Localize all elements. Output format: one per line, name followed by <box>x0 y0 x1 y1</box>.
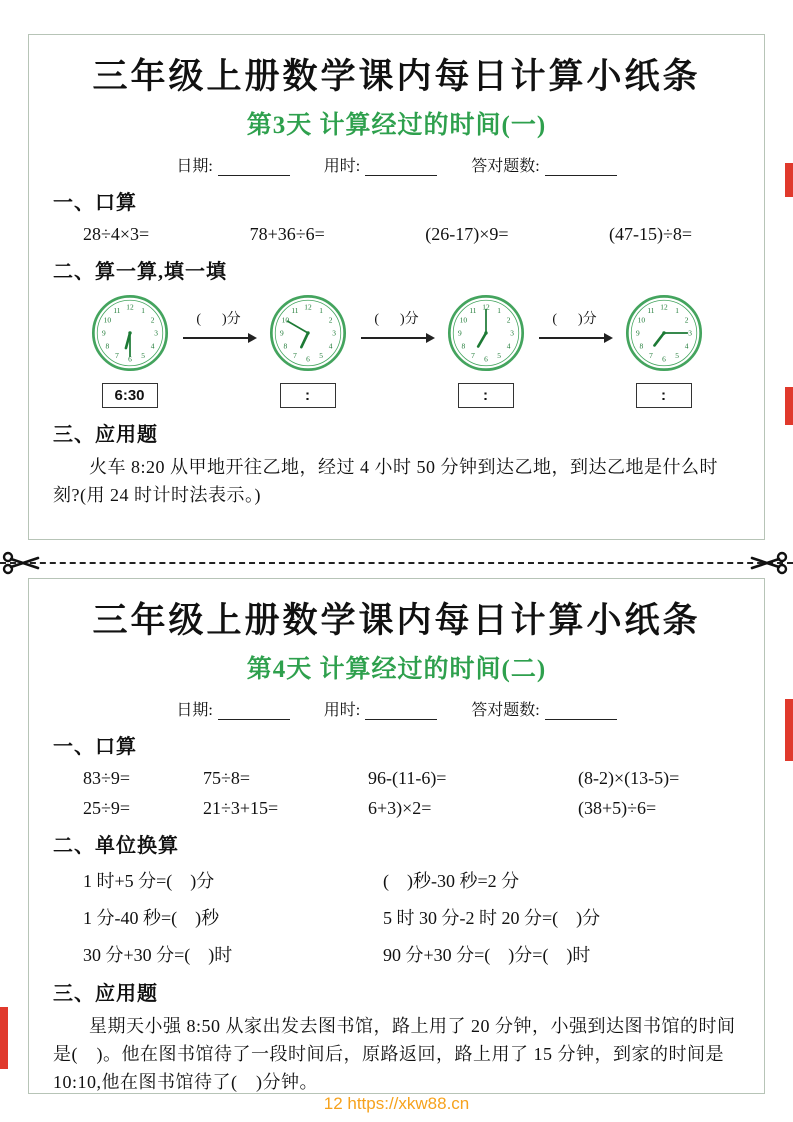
clock-face-icon <box>625 294 703 372</box>
score-label: 答对题数: <box>471 158 540 175</box>
score-blank <box>545 159 617 176</box>
clock-unit <box>618 294 710 408</box>
svg-text:10: 10 <box>103 315 111 325</box>
worksheet-title: 三年级上册数学课内每日计算小纸条 <box>92 601 701 640</box>
oral-problems-grid <box>83 768 720 819</box>
page-footer: 12 https://xkw88.cn <box>323 1094 470 1113</box>
word-problem: 星期天小强 8:50 从家出发去图书馆，路上用了 20 分钟，小强到达图书馆的时间是( )。他在图书馆待了一段时间后，原路返回，路上用了 15 分钟，到家的时间是 10:10,他在图书馆待了( )分钟。 <box>53 1016 736 1092</box>
conversion-problem: ( )秒-30 秒=2 分 <box>383 871 520 891</box>
clocks-row <box>53 294 740 408</box>
duration-blank <box>365 159 437 176</box>
duration-label: 用时: <box>323 702 361 719</box>
elapsed-minutes-label: ( )分 <box>374 312 419 327</box>
elapsed-minutes-label: ( )分 <box>552 312 597 327</box>
svg-text:9: 9 <box>279 328 284 338</box>
conversion-problem: 90 分+30 分=( )分=( )时 <box>383 945 591 965</box>
svg-text:4: 4 <box>684 341 688 351</box>
svg-text:11: 11 <box>112 305 120 315</box>
svg-text:6: 6 <box>127 354 132 364</box>
svg-text:2: 2 <box>684 315 688 325</box>
svg-text:4: 4 <box>150 341 154 351</box>
svg-text:8: 8 <box>639 341 643 351</box>
math-problem: 6+3)×2= <box>368 798 432 818</box>
svg-text:9: 9 <box>101 328 106 338</box>
elapsed-arrow <box>536 308 614 339</box>
svg-text:2: 2 <box>150 315 154 325</box>
part3-heading: 三、应用题 <box>53 983 158 1005</box>
elapsed-arrow <box>358 308 436 339</box>
svg-text:3: 3 <box>509 328 514 338</box>
svg-text:2: 2 <box>506 315 510 325</box>
svg-text:11: 11 <box>646 305 654 315</box>
edge-mark <box>785 699 793 761</box>
svg-text:5: 5 <box>674 351 679 361</box>
svg-text:6: 6 <box>305 354 310 364</box>
date-blank <box>218 703 290 720</box>
svg-text:6: 6 <box>661 354 666 364</box>
day-subtitle: 第4天 计算经过的时间(二) <box>246 656 547 683</box>
word-problem: 火车 8:20 从甲地开往乙地，经过 4 小时 50 分钟到达乙地，到达乙地是什么时 刻?(用 24 时计时法表示。) <box>53 457 718 505</box>
conversion-problem: 1 分-40 秒=( )秒 <box>83 908 220 928</box>
math-problem: 78+36÷6= <box>249 224 325 244</box>
svg-text:11: 11 <box>290 305 298 315</box>
svg-text:9: 9 <box>635 328 640 338</box>
svg-text:12: 12 <box>303 302 312 312</box>
conversion-problem: 1 时+5 分=( )分 <box>83 871 215 891</box>
score-blank <box>545 703 617 720</box>
svg-text:5: 5 <box>140 351 145 361</box>
svg-text:4: 4 <box>506 341 510 351</box>
date-blank <box>218 159 290 176</box>
part2-heading: 二、算一算,填一填 <box>53 261 227 283</box>
time-box: : <box>458 383 514 408</box>
date-label: 日期: <box>176 158 213 175</box>
svg-text:11: 11 <box>468 305 476 315</box>
time-box: 6:30 <box>102 383 158 408</box>
edge-mark <box>785 387 793 425</box>
math-problem: (47-15)÷8= <box>608 224 692 244</box>
part2-heading: 二、单位换算 <box>53 835 179 857</box>
svg-text:5: 5 <box>318 351 323 361</box>
arrow-icon <box>361 337 433 339</box>
svg-text:9: 9 <box>457 328 462 338</box>
duration-label: 用时: <box>323 158 361 175</box>
svg-text:1: 1 <box>140 305 145 315</box>
svg-text:4: 4 <box>328 341 332 351</box>
svg-text:7: 7 <box>648 351 653 361</box>
math-problem: 83÷9= <box>83 768 131 788</box>
cut-line <box>0 549 793 577</box>
svg-text:3: 3 <box>331 328 336 338</box>
duration-blank <box>365 703 437 720</box>
clock-face-icon <box>447 294 525 372</box>
svg-text:7: 7 <box>470 351 475 361</box>
svg-text:3: 3 <box>687 328 692 338</box>
part3-heading: 三、应用题 <box>53 424 158 446</box>
worksheet-title: 三年级上册数学课内每日计算小纸条 <box>92 57 701 96</box>
time-box: : <box>280 383 336 408</box>
svg-text:8: 8 <box>105 341 109 351</box>
part1-heading: 一、口算 <box>53 736 137 758</box>
svg-text:12: 12 <box>481 302 490 312</box>
unit-conversion-grid <box>83 867 730 967</box>
math-problem: 25÷9= <box>83 798 131 818</box>
svg-text:7: 7 <box>292 351 297 361</box>
arrow-icon <box>183 337 255 339</box>
svg-text:7: 7 <box>114 351 119 361</box>
svg-text:1: 1 <box>674 305 679 315</box>
conversion-problem: 5 时 30 分-2 时 20 分=( )分 <box>383 908 601 928</box>
clock-unit <box>262 294 354 408</box>
elapsed-minutes-label: ( )分 <box>196 312 241 327</box>
clock-unit <box>440 294 532 408</box>
worksheet-day4 <box>28 578 765 1094</box>
math-problem: (8-2)×(13-5)= <box>578 768 680 788</box>
svg-text:10: 10 <box>459 315 467 325</box>
svg-text:12: 12 <box>125 302 134 312</box>
svg-text:3: 3 <box>153 328 158 338</box>
worksheet-day3 <box>28 34 765 540</box>
math-problem: 96-(11-6)= <box>368 768 447 788</box>
svg-text:6: 6 <box>483 354 488 364</box>
arrow-icon <box>539 337 611 339</box>
edge-mark <box>0 1007 8 1069</box>
svg-text:5: 5 <box>496 351 501 361</box>
info-line <box>53 153 740 176</box>
svg-text:8: 8 <box>461 341 465 351</box>
time-box: : <box>636 383 692 408</box>
score-label: 答对题数: <box>471 702 540 719</box>
conversion-problem: 30 分+30 分=( )时 <box>83 945 233 965</box>
edge-mark <box>785 163 793 197</box>
svg-text:10: 10 <box>281 315 289 325</box>
svg-text:1: 1 <box>496 305 501 315</box>
clock-unit <box>84 294 176 408</box>
clock-face-icon <box>91 294 169 372</box>
dashed-line <box>0 562 793 564</box>
clock-face-icon <box>269 294 347 372</box>
math-problem: (38+5)÷6= <box>578 798 657 818</box>
svg-text:1: 1 <box>318 305 323 315</box>
math-problem: 21÷3+15= <box>203 798 279 818</box>
date-label: 日期: <box>176 702 213 719</box>
math-problem: (26-17)×9= <box>425 224 509 244</box>
svg-text:8: 8 <box>283 341 287 351</box>
day-subtitle: 第3天 计算经过的时间(一) <box>246 112 547 139</box>
elapsed-arrow <box>180 308 258 339</box>
part1-heading: 一、口算 <box>53 192 137 214</box>
svg-text:2: 2 <box>328 315 332 325</box>
oral-problems-row <box>53 224 740 245</box>
svg-text:12: 12 <box>659 302 668 312</box>
math-problem: 28÷4×3= <box>83 224 150 244</box>
scissors-icon <box>749 551 789 575</box>
math-problem: 75÷8= <box>203 768 251 788</box>
svg-text:10: 10 <box>637 315 645 325</box>
scissors-icon <box>1 551 41 575</box>
info-line <box>53 697 740 720</box>
